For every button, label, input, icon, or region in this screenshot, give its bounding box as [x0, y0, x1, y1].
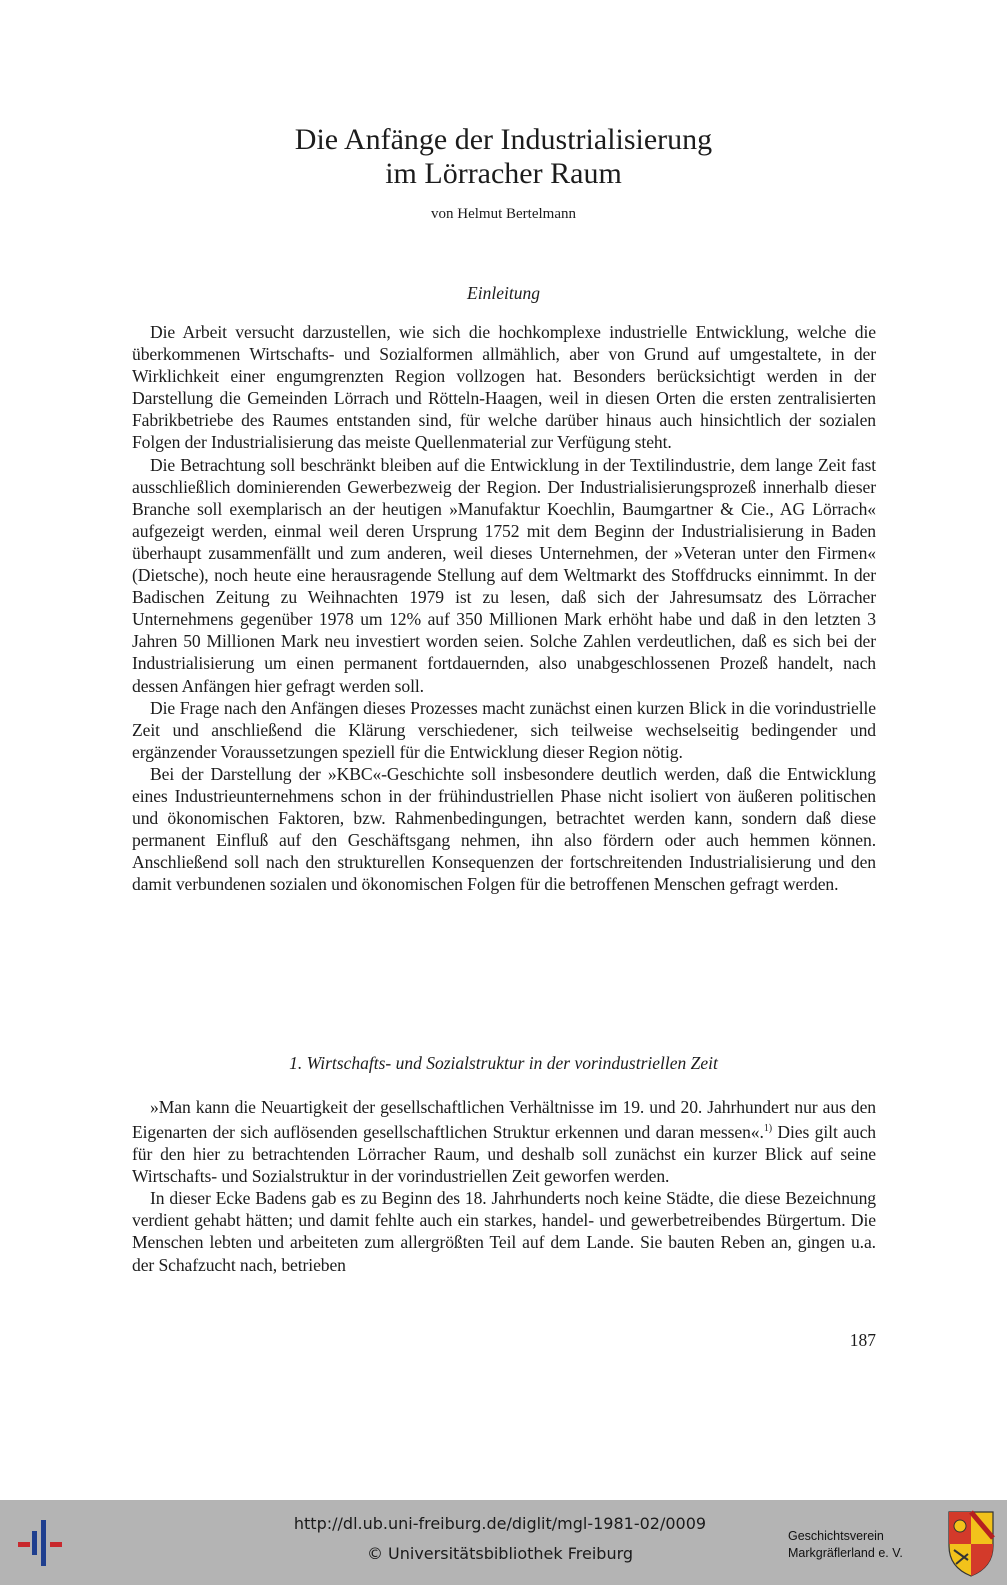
section-einleitung-body: [132, 321, 876, 895]
paragraph: Bei der Darstellung der »KBC«-Geschichte soll insbesondere deutlich werden, daß die Entwicklung eines Industrieunternehmens schon in der frühindustriellen Phase nicht isoliert von äußeren politischen und ökonomischen Faktoren, bzw. Rahmenbedingungen, betrachtet werden kann, sondern daß diese permanent Einfluß auf den Geschäftsgang nehmen, ihn also fördern oder auch hemmen können. Anschließend soll nach den strukturellen Konsequenzen der fortschreitenden Industrialisierung und den damit verbundenen sozialen und ökonomischen Folgen für die betroffenen Menschen gefragt werden.: [132, 763, 876, 895]
section-heading-einleitung: Einleitung: [467, 283, 540, 303]
source-url-link[interactable]: http://dl.ub.uni-freiburg.de/diglit/mgl-1981-02/0009: [293, 1514, 707, 1533]
document-title-line1: Die Anfänge der Industrialisierung: [294, 123, 713, 156]
document-title-line2: im Lörracher Raum: [385, 157, 622, 190]
footnote-marker: 1): [763, 1123, 772, 1135]
section-wirtschafts-body: [132, 1096, 876, 1276]
quote-text: »Man kann die Neuartigkeit der gesellschaftlichen Verhältnisse im 19. und 20. Jahrhundert nur aus den Eigenarten der sich auflösenden gesellschaftlichen Struktur erkennen und daran messen«.: [132, 1097, 876, 1142]
paragraph: [132, 1096, 876, 1187]
society-name: [788, 1528, 938, 1562]
copyright-notice: © Universitätsbibliothek Freiburg: [366, 1544, 634, 1563]
paragraph: Die Frage nach den Anfängen dieses Prozesses macht zunächst einen kurzen Blick in die vorindustrielle Zeit und anschließend die Klärung verschiedener, sich teilweise wechselseitig bedingender und ergänzender Voraussetzungen speziell für die Entwicklung dieser Region nötig.: [132, 697, 876, 762]
author-byline: von Helmut Bertelmann: [431, 206, 576, 222]
coat-of-arms-icon: [946, 1508, 996, 1578]
page-number: 187: [849, 1330, 876, 1350]
footer-bar: [0, 1500, 1007, 1585]
paragraph-continuation: Dies gilt auch für den hier zu betrachtenden Lörracher Raum, und deshalb soll zunächst ein kurzer Blick auf seine Wirtschafts- und Sozialstruktur in der vorindustriellen Zeit geworfen werden.: [132, 1121, 876, 1187]
paragraph: Die Arbeit versucht darzustellen, wie sich die hochkomplexe industrielle Entwicklung, welche die überkommenen Wirtschafts- und Sozialformen allmählich, aber von Grund auf umgestaltete, in der Wirklichkeit einer engumgrenzten Region vollzogen hat. Besonders berücksichtigt werden in der Darstellung die Gemeinden Lörrach und Rötteln-Haagen, weil in diesen Orten die ersten zentralisierten Fabrikbetriebe des Raumes entstanden sind, für welche darüber hinaus auch hinsichtlich der sozialen Folgen der Industrialisierung das meiste Quellenmaterial zur Verfügung steht.: [132, 322, 876, 453]
ub-freiburg-logo-icon: [16, 1516, 72, 1570]
society-name-line2: Markgräflerland e. V.: [788, 1546, 903, 1560]
paragraph: In dieser Ecke Badens gab es zu Beginn des 18. Jahrhunderts noch keine Städte, die diese Bezeichnung verdient gehabt hätten; und damit fehlte auch ein starkes, handel- und gewerbetreibendes Bürgertum. Die Menschen lebten und arbeiteten zum allergrößten Teil auf dem Lande. Sie bauten Reben an, gingen u.a. der Schafzucht nach, betrieben: [132, 1188, 876, 1275]
paragraph: Die Betrachtung soll beschränkt bleiben auf die Entwicklung in der Textilindustrie, dem lange Zeit fast ausschließlich dominierenden Gewerbezweig der Region. Der Industrialisierungsprozeß innerhalb dieser Branche soll exemplarisch an der heutigen »Manufaktur Koechlin, Baumgartner & Cie., AG Lörrach« aufgezeigt werden, einmal weil deren Ursprung 1752 mit dem Beginn der Industrialisierung in Baden überhaupt zusammenfällt und zum anderen, weil dieses Unternehmen, der »Veteran unter den Firmen« (Dietsche), noch heute eine herausragende Stellung auf dem Weltmarkt des Stoffdrucks einnimmt. In der Badischen Zeitung zu Weihnachten 1979 ist zu lesen, daß sich der Jahresumsatz des Lörracher Unternehmens gegenüber 1978 um 12% auf 350 Millionen Mark erhöht habe und daß in den letzten 3 Jahren 50 Millionen Mark neu investiert worden seien. Solche Zahlen verdeutlichen, daß es sich bei der Industrialisierung um einen permanent fortdauernden, also unabgeschlossenen Prozeß handelt, nach dessen Anfängen hier gefragt werden soll.: [132, 454, 876, 696]
society-name-line1: Geschichtsverein: [788, 1529, 884, 1543]
section-heading-wirtschafts-sozialstruktur: 1. Wirtschafts- und Sozialstruktur in der vorindustriellen Zeit: [289, 1053, 718, 1073]
